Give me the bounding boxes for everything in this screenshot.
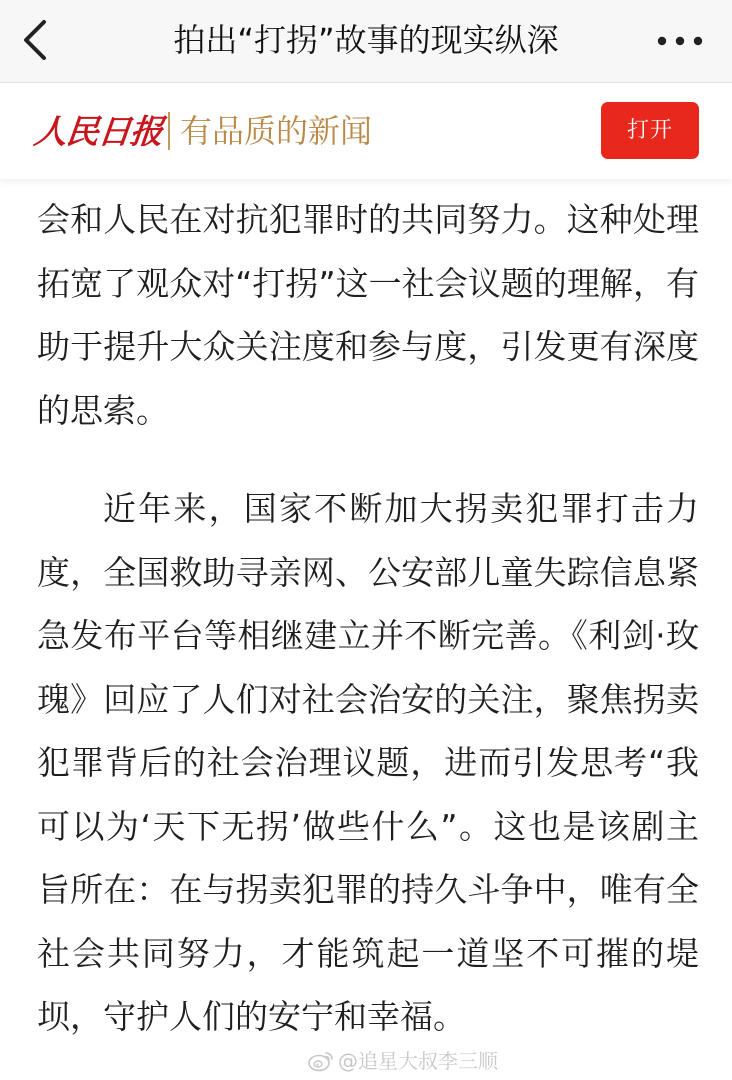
watermark (308, 1047, 498, 1075)
more-button[interactable] (656, 26, 704, 56)
app-download-banner (0, 83, 732, 179)
page-title: 拍出“打拐”故事的现实纵深 (173, 21, 559, 59)
brand-slogan: 有品质的新闻 (180, 112, 373, 150)
article-paragraph: 近年来，国家不断加大拐卖犯罪打击力度，全国救助寻亲网、公安部儿童失踪信息紧急发布平台等相继建立并不断完善。《利剑·玫瑰》回应了人们对社会治安的关注，聚焦拐卖犯罪背后的社会治理议题，进而引发思考“我可以为‘天下无拐’做些什么”。这也是该剧主旨所在：在与拐卖犯罪的持久斗争中，唯有全社会共同努力，才能筑起一道坚不可摧的堤坝，守护人们的安宁和幸福。 (37, 489, 699, 1036)
weibo-logo-icon (308, 1050, 334, 1072)
people-daily-logo (34, 107, 164, 157)
article-paragraph: 会和人民在对抗犯罪时的共同努力。这种处理拓宽了观众对“打拐”这一社会议题的理解，有助于提升大众关注度和参与度，引发更有深度的思索。 (37, 200, 699, 430)
article-body (37, 188, 699, 1049)
top-navbar (0, 0, 732, 83)
brand-divider (168, 112, 170, 150)
more-horizontal-icon (656, 26, 704, 56)
open-app-button[interactable]: 打开 (601, 102, 699, 159)
logo-text: 人民日报 (32, 112, 165, 151)
back-button[interactable] (14, 16, 58, 64)
watermark-text: @追星大叔李三顺 (338, 1049, 498, 1073)
chevron-left-icon (14, 16, 58, 64)
